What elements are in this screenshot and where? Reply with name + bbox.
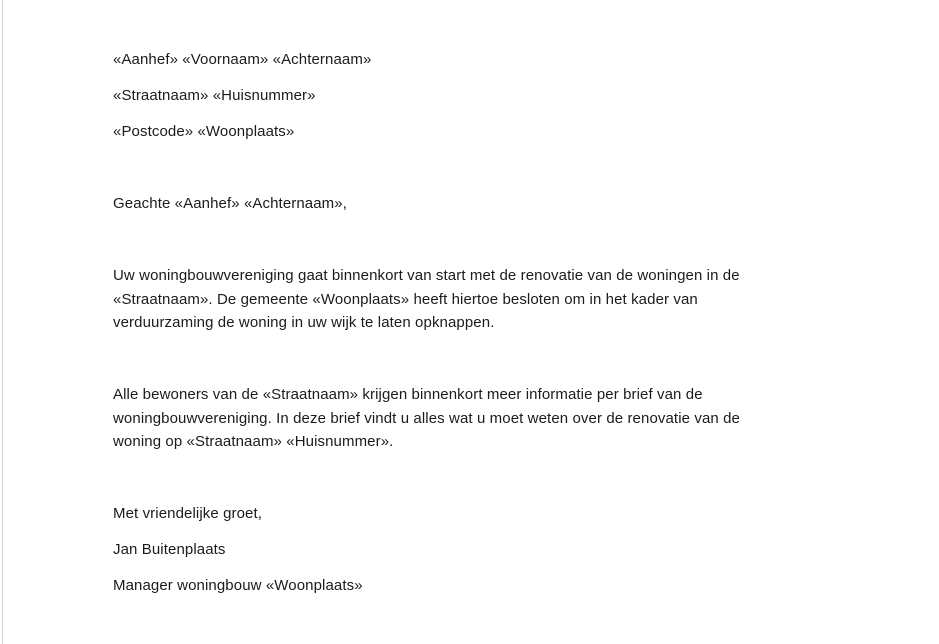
blank-paragraph xyxy=(113,466,853,490)
recipient-name-text: «Aanhef» «Voornaam» «Achternaam» xyxy=(113,51,372,68)
blank-paragraph xyxy=(113,156,853,180)
blank-paragraph xyxy=(113,347,853,371)
body-paragraph-2 xyxy=(113,383,853,454)
body-paragraph-1-line-2: «Straatnaam». De gemeente «Woonplaats» heeft hiertoe besloten om in het kader van xyxy=(113,290,698,308)
signature-name-text: Jan Buitenplaats xyxy=(113,541,226,558)
body-paragraph-2-line-2: woningbouwvereniging. In deze brief vindt u alles wat u moet weten over de renovatie van de xyxy=(113,409,740,427)
signature-name xyxy=(113,538,853,562)
salutation-text: Geachte «Aanhef» «Achternaam», xyxy=(113,195,347,212)
recipient-line-name xyxy=(113,48,853,72)
body-paragraph-1-line-3: verduurzaming de woning in uw wijk te laten opknappen. xyxy=(113,314,495,331)
salutation xyxy=(113,192,853,216)
closing-text: Met vriendelijke groet, xyxy=(113,505,263,522)
recipient-line-city xyxy=(113,120,853,144)
body-paragraph-1-line-1: Uw woningbouwvereniging gaat binnenkort van start met de renovatie van de woningen in de xyxy=(113,267,740,284)
body-paragraph-2-line-1: Alle bewoners van de «Straatnaam» krijgen binnenkort meer informatie per brief van de xyxy=(113,386,703,403)
body-paragraph-1 xyxy=(113,264,853,335)
closing-line xyxy=(113,502,853,526)
recipient-street-text: «Straatnaam» «Huisnummer» xyxy=(113,87,316,104)
signature-title-text: Manager woningbouw «Woonplaats» xyxy=(113,577,363,594)
recipient-city-text: «Postcode» «Woonplaats» xyxy=(113,123,295,140)
recipient-line-street xyxy=(113,84,853,108)
blank-paragraph xyxy=(113,228,853,252)
page-edge-line xyxy=(2,0,3,644)
letter-content xyxy=(113,48,853,610)
signature-title xyxy=(113,574,853,598)
body-paragraph-2-line-3: woning op «Straatnaam» «Huisnummer». xyxy=(113,433,394,450)
